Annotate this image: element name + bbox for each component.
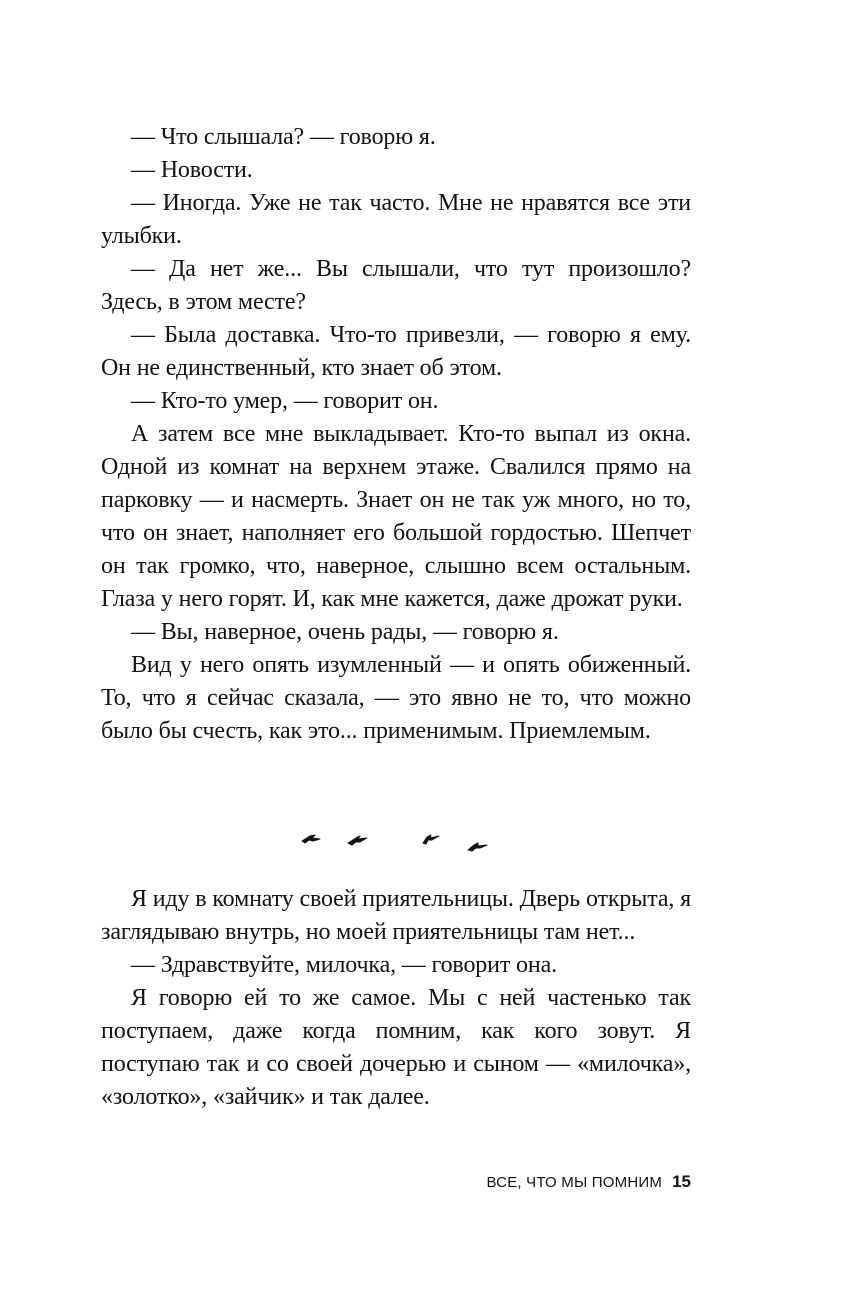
text-section-1 xyxy=(101,121,691,748)
paragraph: — Иногда. Уже не так часто. Мне не нравятся все эти улыбки. xyxy=(101,190,691,249)
page-footer xyxy=(486,1172,691,1193)
paragraph: — Была доставка. Что-то привезли, — говорю я ему. Он не единственный, кто знает об этом. xyxy=(101,322,691,381)
paragraph: — Здравствуйте, милочка, — говорит она. xyxy=(131,952,557,978)
paragraph: А затем все мне выкладывает. Кто-то выпал из окна. Одной из комнат на верхнем этаже. Свалился прямо на парковку — и насмерть. Знает он не так уж много, но то, что он знает, наполняет его большой гордостью. Шепчет он так громко, что, наверное, слышно всем остальным. Глаза у него горят. И, как мне кажется, даже дрожат руки. xyxy=(101,421,691,612)
paragraph: — Новости. xyxy=(131,157,253,183)
flying-birds-icon xyxy=(290,826,500,856)
paragraph: — Что слышала? — говорю я. xyxy=(131,124,436,150)
running-title: ВСЕ, ЧТО МЫ ПОМНИМ xyxy=(486,1174,663,1191)
paragraph: — Вы, наверное, очень рады, — говорю я. xyxy=(131,619,559,645)
paragraph: — Да нет же... Вы слышали, что тут произошло? Здесь, в этом месте? xyxy=(101,256,691,315)
paragraph: Я говорю ей то же самое. Мы с ней частенько так поступаем, даже когда помним, как кого зовут. Я поступаю так и со своей дочерью и сыном — «милочка», «золотко», «зайчик» и так далее. xyxy=(101,985,691,1110)
page-number: 15 xyxy=(672,1172,691,1191)
paragraph: — Кто-то умер, — говорит он. xyxy=(131,388,439,414)
paragraph: Я иду в комнату своей приятельницы. Дверь открыта, я заглядываю внутрь, но моей приятельницы там нет... xyxy=(101,886,691,945)
text-section-2 xyxy=(101,883,691,1114)
paragraph: Вид у него опять изумленный — и опять обиженный. То, что я сейчас сказала, — это явно не то, что можно было бы счесть, как это... применимым. Приемлемым. xyxy=(101,652,691,744)
